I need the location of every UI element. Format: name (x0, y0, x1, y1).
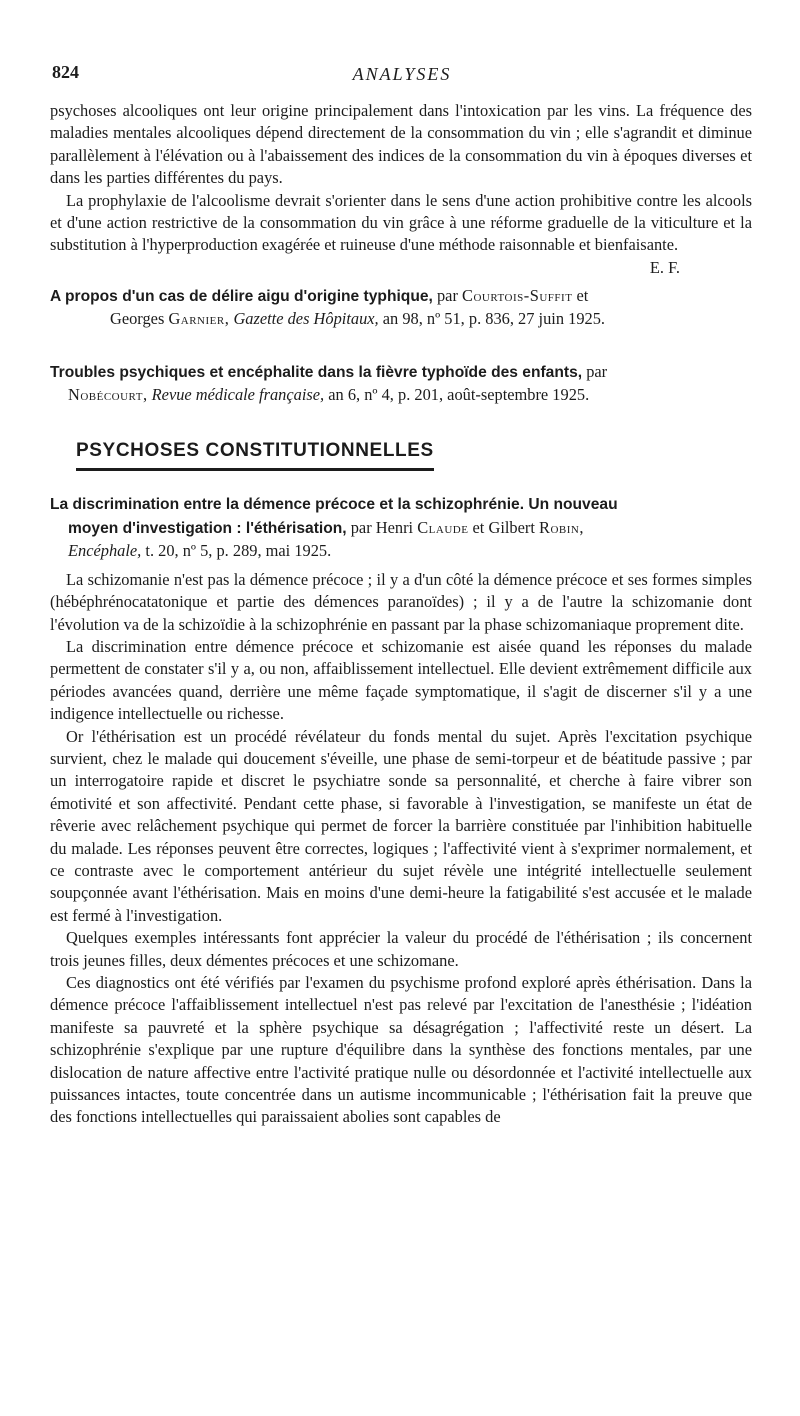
article (50, 493, 752, 1128)
article-details: t. 20, nº 5, p. 289, mai 1925. (145, 541, 332, 561)
reference-author2-first: Georges (110, 309, 165, 329)
article-paragraph-1: La schizomanie n'est pas la démence précoce ; il y a d'un côté la démence précoce et ses formes simples (hébéphrénocatatonique et partie des démences paranoïdes) ; il y a de l'autre la schizomanie dont l'évolution va de la schizoïdie à la schizophrénie en passant par la phase schizomaniaque proprement dite. (50, 569, 752, 634)
intro-paragraph-2-text: La prophylaxie de l'alcoolisme devrait s'orienter dans le sens d'une action prohibitive contre les alcools et d'une action restrictive de la consommation du vin grâce à une réforme graduelle de la viticulture et la substitution à l'hyperproduction exagérée et ruineuse d'une méthode raisonnable et bienfaisante. (50, 190, 752, 255)
reference-details: an 6, nº 4, p. 201, août-septembre 1925. (328, 385, 590, 405)
page-header (52, 62, 752, 90)
reference-journal: Gazette des Hôpitaux, (233, 309, 379, 329)
article-author2-first: Gilbert (488, 517, 535, 537)
article-author1-last: Claude (417, 517, 469, 537)
reference-journal: Revue médicale française, (151, 385, 325, 405)
article-paragraph-3: Or l'éthérisation est un procédé révélateur du fonds mental du sujet. Après l'excitation psychique survient, chez le malade qui doucement s'éveille, une phase de semi-torpeur et de béatitude passive ; par un interrogatoire rapide et discret le psychiatre sonde sa personnalité, et cherche à faire vibrer son émotivité et son affectivité. Pendant cette phase, si favorable à l'investigation, se manifeste un état de rêverie avec relâchement psychique qui permet de forcer la barrière constituée par l'inhibition habituelle du malade. Les réponses peuvent être correctes, logiques ; l'affectivité vient à s'exprimer normalement, et ce contraste avec le comportement antérieur du sujet révèle une intégrité intellectuelle seulement soupçonnée avant l'éthérisation. Mais en moins d'une demi-heure la fatigabilité s'est accusée et le malade est fermé à l'investigation. (50, 726, 752, 925)
intro-signature: E. F. (649, 257, 680, 277)
reference-author: Courtois-Suffit (462, 285, 573, 305)
intro-paragraph-1: psychoses alcooliques ont leur origine principalement dans l'intoxication par les vins. La fréquence des maladies mentales alcooliques dépend directement de la consommation du vin ; elle s'agrandit et diminue parallèlement à l'élévation ou à l'abaissement des indices de la consommation du vin à époques diverses et dans les parties différentes du pays. (50, 101, 752, 188)
page-number: 824 (52, 62, 79, 82)
reference-author2-last: Garnier, (168, 309, 230, 329)
article-heading (50, 493, 752, 562)
reference-entry-2 (50, 361, 752, 407)
page-body (50, 100, 752, 1129)
reference-by: par (436, 285, 458, 305)
article-by: par (350, 517, 372, 537)
reference-details: an 98, nº 51, p. 836, 27 juin 1925. (382, 309, 606, 329)
article-author1-first: Henri (375, 517, 414, 537)
intro-paragraph-2 (50, 190, 752, 277)
reference-title: A propos d'un cas de délire aigu d'origine typhique, (50, 287, 433, 305)
reference-title: Troubles psychiques et encéphalite dans la fièvre typhoïde des enfants, (50, 363, 583, 381)
section-heading: PSYCHOSES CONSTITUTIONNELLES (76, 440, 434, 471)
article-author2-last: Robin, (539, 517, 584, 537)
article-paragraph-4: Quelques exemples intéressants font apprécier la valeur du procédé de l'éthérisation ; ils concernent trois jeunes filles, deux démentes précoces et une schizomane. (50, 928, 752, 970)
article-title-line1: La discrimination entre la démence précoce et la schizophrénie. Un nouveau (50, 496, 618, 514)
article-paragraph-2: La discrimination entre démence précoce et schizomanie est aisée quand les réponses du malade permettent de constater s'il y a, ou non, affaiblissement intellectuel. Elle devient extrêmement difficile aux périodes avancées quand, derrière une même façade symptomatique, il s'agit de discerner s'il y a une indigence intellectuelle ou richesse. (50, 636, 752, 724)
article-journal: Encéphale, (68, 541, 142, 561)
article-and: et (472, 517, 485, 537)
running-title: ANALYSES (352, 64, 452, 84)
article-title-line2: moyen d'investigation : l'éthérisation, (68, 519, 347, 537)
reference-by: par (586, 361, 608, 381)
reference-and: et (576, 285, 589, 305)
reference-author: Nobécourt, (68, 385, 148, 405)
article-paragraph-5: Ces diagnostics ont été vérifiés par l'examen du psychisme profond exploré après éthérisation. Dans la démence précoce l'affaiblissement intellectuel n'est pas relevé par l'excitation de l'anesthésie ; l'idéation manifeste sa pauvreté et la sphère psychique sa désagrégation ; l'affectivité reste un désert. La schizophrénie s'explique par une rupture d'équilibre dans la synthèse des fonctions mentales, par une dislocation de nature affective entre l'activité pratique nulle ou désordonnée et l'activité intellectuelle aux puissances intactes, toute concentrée dans un autisme incommunicable ; l'éthérisation fait la preuve que des fonctions intellectuelles qui paraissaient abolies sont capables de (50, 973, 752, 1127)
reference-entry-1 (50, 285, 752, 331)
